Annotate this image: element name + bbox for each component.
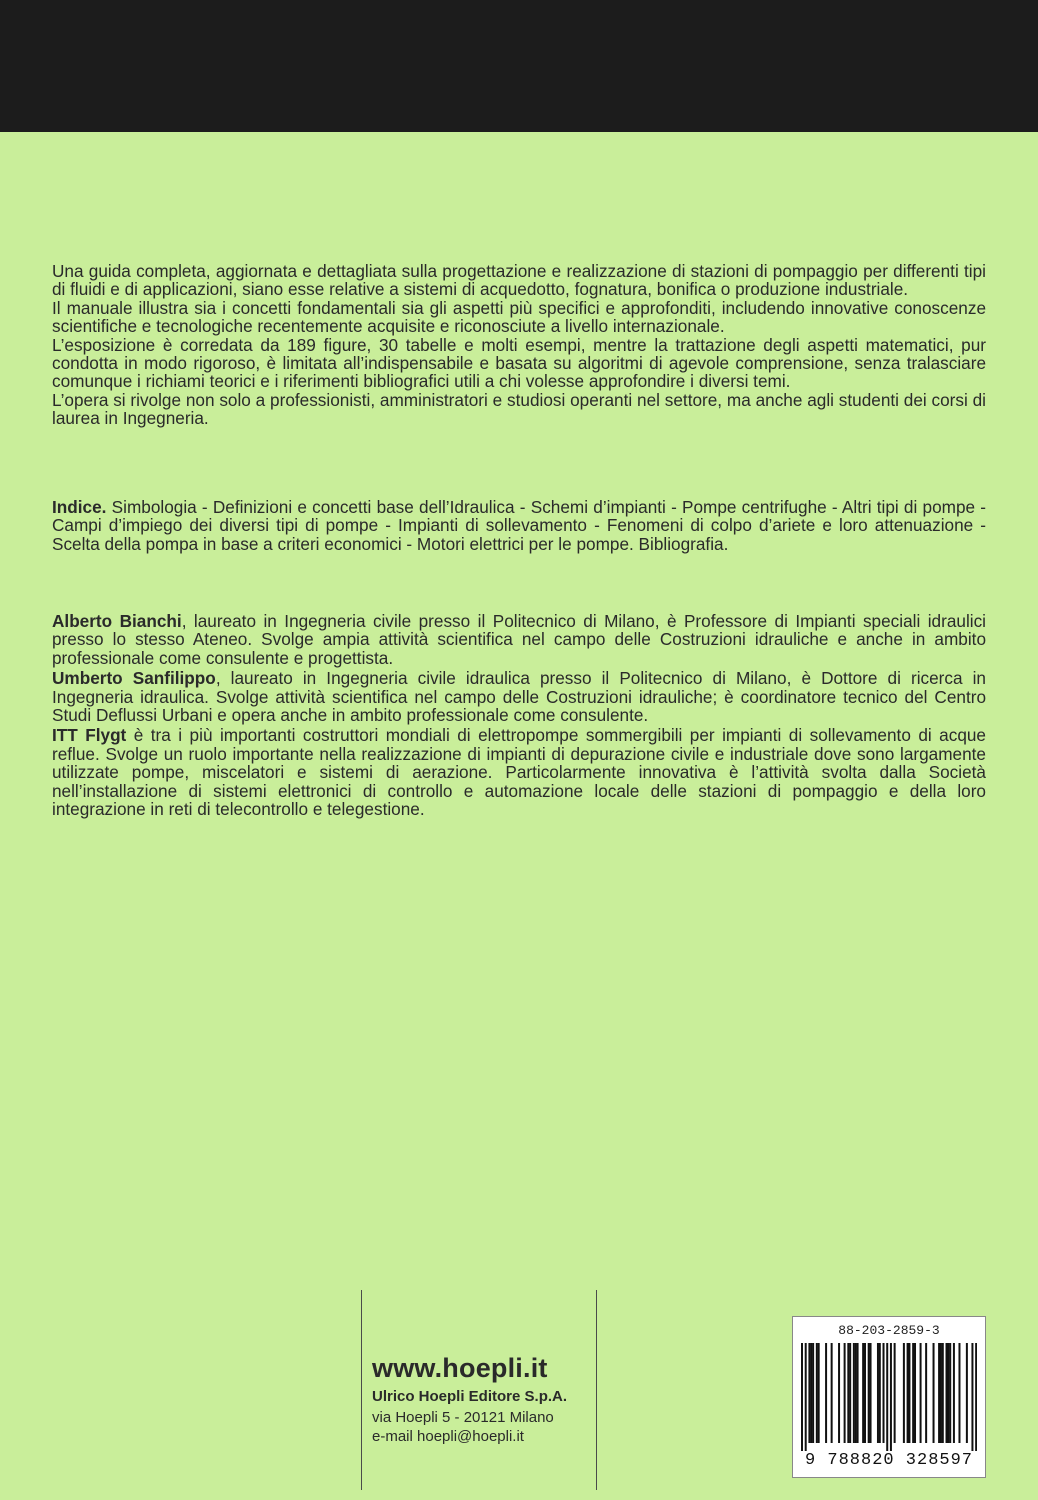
barcode-bar [966, 1343, 968, 1443]
barcode-bar [883, 1343, 885, 1443]
barcode-bar [879, 1343, 881, 1443]
barcode-bar [862, 1343, 864, 1443]
barcode-bar [849, 1343, 851, 1443]
barcode-bar [940, 1343, 942, 1443]
barcode-bar [810, 1343, 812, 1443]
barcode-bar [816, 1343, 818, 1443]
barcode-bar [938, 1343, 940, 1443]
author-bio [52, 612, 986, 667]
author-bio [52, 669, 986, 724]
author-name: Alberto Bianchi [52, 611, 182, 631]
barcode-bar [864, 1343, 866, 1443]
barcode-bar [831, 1343, 833, 1443]
description-block [52, 262, 986, 428]
barcode-bar [801, 1343, 803, 1451]
authors-block [52, 612, 986, 820]
barcode-bar [914, 1343, 916, 1443]
barcode-bar [933, 1343, 935, 1443]
barcode-box [792, 1316, 986, 1478]
barcode-bar [825, 1343, 827, 1443]
publisher-address: via Hoepli 5 - 20121 Milano [372, 1409, 554, 1426]
ean-code: 9 788820 328597 [804, 1451, 974, 1470]
barcode-bar [908, 1343, 910, 1443]
exposition-paragraph: L’esposizione è corredata da 189 figure, 30 tabelle e molti esempi, mentre la trattazione degli aspetti matematici, pur condotta in modo rigoroso, è limitata all’indispensabile e basata su algoritmi di agevole comprensione, senza tralasciare comunque i richiami teorici e i riferimenti bibliografici utili a chi volesse approfondire i diversi temi. [52, 334, 986, 392]
barcode-bar [912, 1343, 914, 1443]
barcode-bar [894, 1343, 896, 1443]
author-bio-text: , laureato in Ingegneria civile presso il Politecnico di Milano, è Professore di Impianti speciali idraulici presso lo stesso Ateneo. Svolge ampia attività scientifica nel campo delle Costruzioni idrauliche e anche in ambito professionale come consulente e progettista. [52, 611, 987, 668]
divider-line [596, 1290, 597, 1490]
index-text: Simbologia - Definizioni e concetti base dell’Idraulica - Schemi d’impianti - Pompe centrifughe - Altri tipi di pompe - Campi d’impiego dei diversi tipi di pompe - Impianti di sollevamento - Fenomeni di colpo d’ariete e loro attenuazione - Scelta della pompa in base a criteri economici - Motori elettrici per le pompe. Bibliografia. [52, 497, 986, 554]
top-dark-band [0, 0, 1038, 132]
manual-paragraph: Il manuale illustra sia i concetti fondamentali sia gli aspetti più specifici e approfonditi, includendo innovative conoscenze scientifiche e tecnologiche recentemente acquisite e riconosciute a livello internazionale. [52, 297, 986, 337]
publisher-block [372, 1352, 592, 1446]
barcode-bar [947, 1343, 949, 1443]
barcode-bar [853, 1343, 855, 1443]
barcode-bar [844, 1343, 846, 1443]
barcode-bar [942, 1343, 944, 1443]
barcode-bar [907, 1343, 909, 1443]
description-paragraph: Una guida completa, aggiornata e dettagliata sulla progettazione e realizzazione di stazioni di pompaggio per differenti tipi di fluidi e di applicazioni, siano esse relative a sistemi di acquedotto, fognatura, bonifica o produzione industriale. [52, 261, 986, 300]
author-name: ITT Flygt [52, 725, 127, 746]
publisher-url[interactable]: www.hoepli.it [372, 1353, 548, 1383]
divider-line [361, 1290, 362, 1490]
barcode-bar [886, 1343, 888, 1451]
barcode-bar [855, 1343, 857, 1443]
barcode-bar [805, 1343, 807, 1451]
index-block [52, 498, 986, 553]
barcode-bar [870, 1343, 872, 1443]
barcode-bar [812, 1343, 814, 1443]
barcode-bar [920, 1343, 922, 1443]
author-bio [52, 726, 986, 818]
barcode-bar [946, 1343, 948, 1443]
barcode-bar [838, 1343, 840, 1443]
barcode-bar [847, 1343, 849, 1443]
barcode-bar [857, 1343, 859, 1443]
barcode-bar [971, 1343, 973, 1451]
barcode-bar [953, 1343, 955, 1443]
barcode-bar [975, 1343, 977, 1451]
audience-paragraph: L’opera si rivolge non solo a professionisti, amministratori e studiosi operanti nel settore, ma anche agli studenti dei corsi di laurea in Ingegneria. [52, 389, 986, 429]
barcode-bar [890, 1343, 892, 1451]
barcode-bar [818, 1343, 820, 1443]
author-bio-text: è tra i più importanti costruttori mondiali di elettropompe sommergibili per impianti di sollevamento di acque reflue. Svolge un ruolo importante nella realizzazione di impianti di depurazione civile e industriale dove sono largamente utilizzate pompe, miscelatori e sistemi di aerazione. Particolarmente innovativa è l’attività svolta dalla Società nell’installazione di sistemi elettronici di controllo e automazione locale delle stazioni di pompaggio e della loro integrazione in reti di telecontrollo e telegestione. [52, 725, 986, 820]
barcode-bar [925, 1343, 927, 1443]
index-label: Indice. [52, 497, 107, 517]
barcode-bar [868, 1343, 870, 1443]
barcode-bar [958, 1343, 960, 1443]
author-bio-text: , laureato in Ingegneria civile idraulica presso il Politecnico di Milano, è Dottore di ricerca in Ingegneria idraulica. Svolge attività scientifica nel campo delle Costruzioni idrauliche; è coordinatore tecnico del Centro Studi Deflussi Urbani e opera anche in ambito professionale come consulente. [52, 668, 986, 726]
index-paragraph [52, 498, 986, 553]
barcode-bar [903, 1343, 905, 1443]
barcode-icon [801, 1343, 977, 1451]
barcode-bar [949, 1343, 951, 1443]
barcode-bar [877, 1343, 879, 1443]
publisher-email[interactable]: e-mail hoepli@hoepli.it [372, 1428, 524, 1445]
barcode-bar [808, 1343, 810, 1443]
publisher-name: Ulrico Hoepli Editore S.p.A. [372, 1388, 568, 1405]
author-name: Umberto Sanfilippo [52, 668, 216, 689]
isbn-10: 88-203-2859-3 [838, 1323, 940, 1338]
